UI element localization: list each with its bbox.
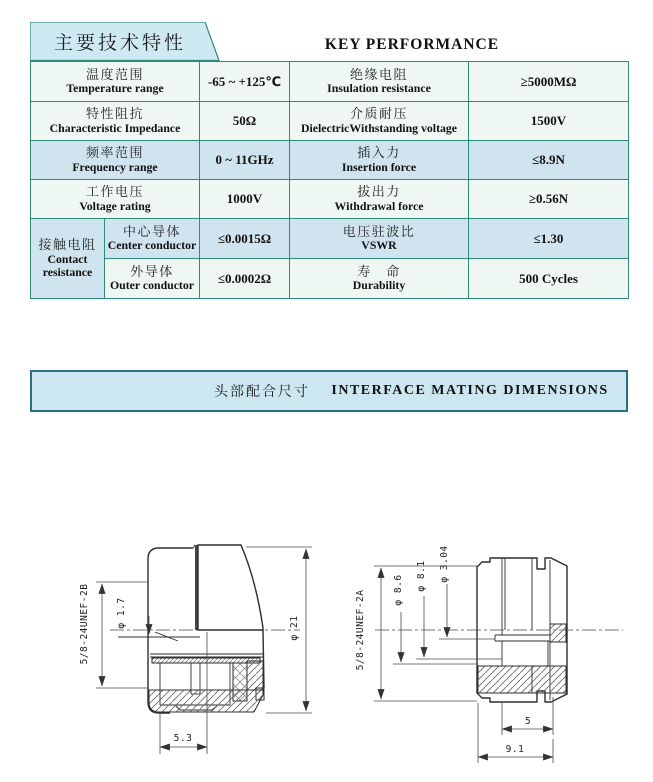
- right-drawing: [345, 540, 630, 782]
- param-zh: 电压驻波比: [342, 223, 416, 239]
- section-title-zh: 头部配合尺寸: [214, 383, 310, 399]
- table-row: [31, 140, 628, 179]
- param-zh: 寿 命: [357, 263, 401, 279]
- table-row: [31, 62, 628, 101]
- value: 1500V: [530, 113, 567, 128]
- param-cell: [289, 180, 468, 218]
- value-cell: [199, 180, 289, 218]
- table-header: [30, 22, 629, 61]
- table-row: [31, 101, 628, 140]
- param-en: Contact resistance: [42, 252, 93, 279]
- param-cell: [289, 219, 468, 258]
- value-cell: [199, 141, 289, 179]
- value: 1000V: [226, 191, 263, 206]
- param-en: Outer conductor: [110, 278, 194, 293]
- value: ≤1.30: [533, 230, 564, 246]
- param-zh: 插入力: [357, 145, 401, 161]
- param-en: Voltage rating: [79, 198, 151, 213]
- param-cell: [31, 141, 199, 179]
- value-cell: [199, 102, 289, 140]
- value: ≤8.9N: [532, 152, 565, 167]
- param-cell: [31, 62, 199, 101]
- table-title-zh: 主要技术特性: [53, 33, 187, 54]
- knurl-section: [198, 545, 263, 630]
- contact-resistance-rows: [31, 218, 628, 298]
- value-cell: [199, 258, 289, 298]
- param-en: DielectricWithstanding voltage: [300, 120, 458, 135]
- value: ≤0.0002Ω: [217, 270, 272, 286]
- table-row: [31, 179, 628, 218]
- param-zh: 拔出力: [357, 184, 401, 200]
- body-section: [149, 690, 263, 712]
- param-cell: [31, 102, 199, 140]
- section-title-en: INTERFACE MATING DIMENSIONS: [331, 383, 609, 398]
- interface-mating-header: [30, 370, 628, 412]
- param-cell: [31, 180, 199, 218]
- value-cell: [468, 62, 628, 101]
- value-cell: [468, 141, 628, 179]
- param-zh: 接触电阻: [38, 237, 97, 253]
- diameter-label: φ 8.6: [393, 574, 404, 606]
- depth-dimension-label: 5.3: [173, 733, 193, 744]
- value: ≥5000MΩ: [520, 73, 577, 89]
- value-cell: [468, 219, 628, 258]
- table-title-en: KEY PERFORMANCE: [324, 36, 500, 53]
- value: -65 ~ +125℃: [207, 73, 282, 89]
- spec-table: [30, 61, 629, 299]
- thread-spec-label: 5/8-24UNEF-2B: [79, 583, 90, 665]
- param-cell: [104, 219, 199, 258]
- param-en: VSWR: [361, 238, 397, 253]
- param-cell: [289, 102, 468, 140]
- param-zh: 工作电压: [85, 184, 144, 200]
- outer-diameter-label: φ 21: [289, 615, 300, 641]
- param-zh: 介质耐压: [349, 106, 408, 122]
- value: 0 ~ 11GHz: [215, 152, 274, 167]
- param-en: Temperature range: [66, 81, 164, 96]
- param-cell: [104, 258, 199, 298]
- pin-diameter-label: φ 1.7: [116, 597, 127, 629]
- length-dimension-label: 5: [524, 716, 532, 727]
- value-cell: [468, 180, 628, 218]
- param-en: Insulation resistance: [327, 81, 431, 96]
- param-zh: 绝缘电阻: [349, 66, 408, 82]
- length-dimension-label: 9.1: [505, 744, 525, 755]
- key-performance-section: [30, 22, 629, 299]
- param-en: Insertion force: [341, 159, 417, 174]
- param-en: Durability: [352, 278, 406, 293]
- param-zh: 频率范围: [85, 145, 144, 161]
- diameter-label: φ 3.04: [439, 545, 450, 583]
- param-en: Withdrawal force: [334, 198, 424, 213]
- thread-spec-label: 5/8-24UNEF-2A: [355, 589, 366, 671]
- param-cell: [289, 141, 468, 179]
- diameter-label: φ 8.1: [416, 560, 427, 592]
- param-en: Frequency range: [72, 159, 158, 174]
- param-cell: [289, 62, 468, 101]
- left-drawing: [60, 520, 330, 782]
- value: 500 Cycles: [519, 270, 578, 286]
- value: ≥0.56N: [528, 191, 569, 206]
- value: 50Ω: [232, 113, 257, 128]
- param-en: Characteristic Impedance: [49, 120, 181, 135]
- group-cell: [31, 219, 104, 298]
- param-cell: [289, 258, 468, 298]
- param-en: Center conductor: [107, 238, 197, 253]
- param-zh: 外导体: [130, 263, 174, 279]
- param-zh: 温度范围: [85, 66, 144, 82]
- body-section: [478, 666, 566, 693]
- value-cell: [468, 102, 628, 140]
- value: ≤0.0015Ω: [217, 230, 272, 246]
- value-cell: [468, 258, 628, 298]
- param-zh: 特性阻抗: [85, 106, 144, 122]
- value-cell: [199, 219, 289, 258]
- value-cell: [199, 62, 289, 101]
- param-zh: 中心导体: [122, 223, 181, 239]
